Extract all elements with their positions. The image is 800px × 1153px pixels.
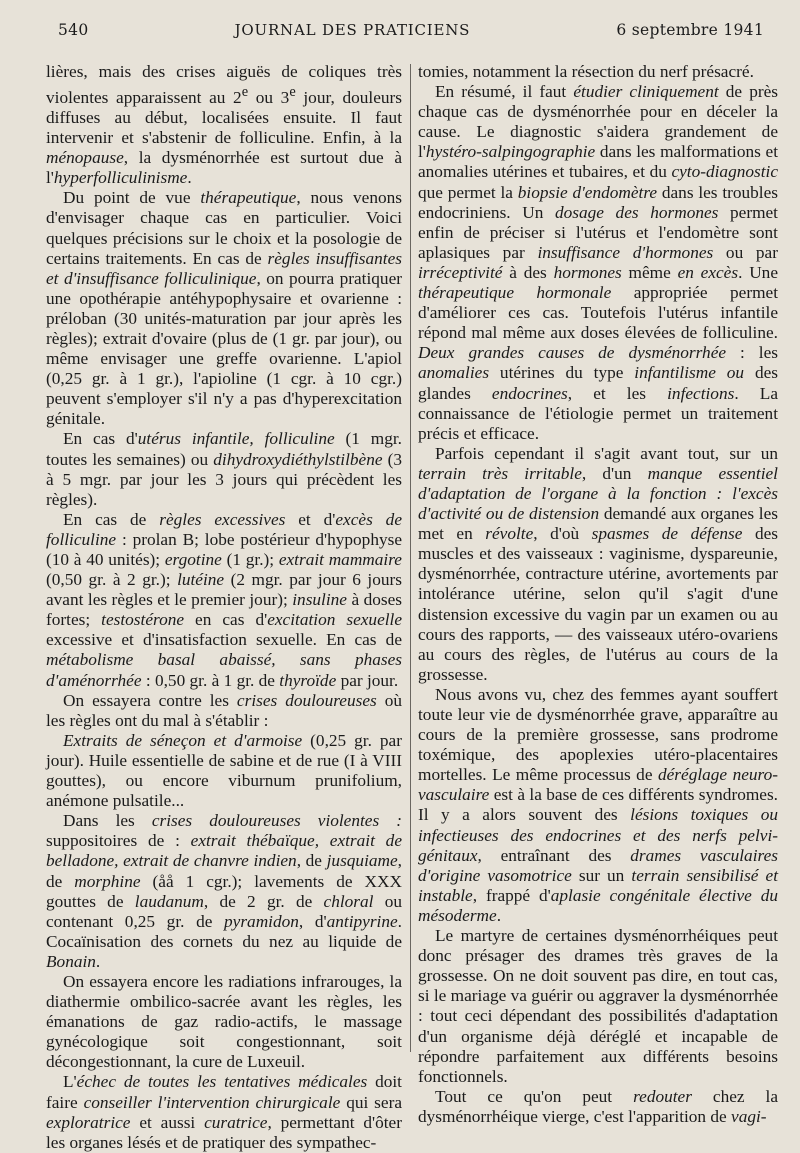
italic-run: thyroïde	[279, 670, 337, 690]
italic-run: jusquiame	[326, 851, 398, 871]
italic-run: irréceptivité	[418, 262, 503, 282]
italic-run: insuline	[292, 590, 347, 610]
italic-run: révolte	[485, 524, 534, 544]
text-run: demandé aux organes les met en	[418, 504, 778, 544]
italic-run: crises douloureuses violentes :	[151, 811, 402, 831]
text-run: , de	[296, 851, 327, 871]
text-run: . Une	[738, 262, 778, 282]
italic-run: redouter	[633, 1086, 692, 1106]
italic-run: biopsie d'endomètre	[517, 182, 658, 202]
italic-run: règles excessives	[159, 509, 286, 529]
text-run: des glandes	[418, 363, 778, 403]
italic-run: cyto-diagnostic	[671, 162, 778, 182]
italic-run: terrain sensibilisé et instable	[418, 865, 778, 905]
text-run: (0,25 gr. par jour). Huile essentielle de sabine et de rue (I à VIII gouttes), ou encore viburnum prunifolium, anémone pulsatile...	[46, 730, 402, 811]
paragraph	[418, 1087, 778, 1127]
text-run: .	[496, 905, 502, 925]
text-run: appropriée permet d'améliorer ces cas. Toutefois l'utérus infantile répond mal même aux doses élevées de folliculine.	[418, 283, 778, 343]
italic-run: règles insuffisantes et d'insuffisance folliculinique	[46, 248, 403, 288]
italic-run: excitation sexuelle	[267, 610, 403, 630]
text-run: En cas de	[63, 509, 160, 529]
text-run: Tout ce qu'on peut	[435, 1086, 634, 1106]
italic-run: infections	[667, 383, 735, 403]
text-run: par jour.	[336, 670, 399, 690]
italic-run: dosage des hormones	[554, 202, 719, 222]
text-run: (3 à 5 mgr. par jour les 3 jours qui précèdent les règles).	[46, 449, 403, 509]
text-run: suppositoires de :	[46, 831, 191, 851]
journal-title: JOURNAL DES PRATICIENS	[234, 21, 471, 39]
text-run: qui sera	[340, 1092, 402, 1112]
text-run: , entraînant des	[477, 845, 631, 865]
text-run: même	[621, 262, 678, 282]
text-run: ou contenant 0,25 gr. de	[46, 891, 403, 931]
italic-run: pyramidon	[224, 911, 299, 931]
italic-run: thérapeutique hormonale	[418, 283, 612, 303]
text-run: , la dysménorrhée est surtout due à l'	[46, 148, 402, 188]
text-run: tomies, notamment la résection du nerf présacré.	[418, 62, 754, 81]
text-run: en cas d'	[184, 610, 268, 630]
italic-run: en excès	[677, 262, 739, 282]
text-run: Le martyre de certaines dysménorrhéiques peut donc présager des drames très graves de la grossesse. On ne doit souvent pas dire, en tout cas, si le mariage va guérir ou aggraver la dysménorrhée : tout ceci dépendant des possibilités d'adaptation d'un organisme déjà déréglé et incapable de répondre parfaitement aux différents besoins fonctionnels.	[418, 926, 778, 1086]
text-run: à des	[502, 262, 554, 282]
right-column	[418, 62, 778, 1127]
italic-run: lésions toxiques ou infectieuses des endocrines et des nerfs pelvi-génitaux	[418, 805, 778, 865]
italic-run: infantilisme ou	[634, 363, 745, 383]
italic-run: aplasie congénitale élective du mésoderme	[418, 885, 778, 925]
text-run: : les	[726, 343, 778, 363]
text-run: (åå 1 cgr.); lavements de XXX gouttes de	[46, 871, 402, 911]
text-run: , d'où	[533, 524, 592, 544]
text-run: dans les malformations et anomalies utérines et tubaires, et du	[418, 142, 778, 182]
italic-run: thérapeutique	[200, 188, 297, 208]
text-run: ou 3	[248, 87, 290, 107]
italic-run: ménopause	[46, 148, 124, 168]
paragraph	[46, 62, 402, 188]
text-run: . Cocaïnisation des cornets du nez au liquide de	[46, 911, 402, 951]
paragraph	[418, 685, 778, 926]
text-run: : 0,50 gr. à 1 gr. de	[141, 670, 280, 690]
text-run: , permettant d'ôter les organes lésés et de pratiquer des sympathec-	[46, 1112, 402, 1152]
italic-run: échec de toutes les tentatives médicales	[76, 1072, 368, 1092]
text-run: .	[95, 951, 101, 971]
italic-run: manque essentiel d'adaptation de l'organe à la fonction : l'excès d'activité ou de distension	[418, 463, 778, 524]
italic-run: déréglage neuro-vasculaire	[418, 765, 778, 805]
text-run: .	[187, 168, 192, 188]
text-run: On essayera encore les radiations infrarouges, la diathermie ombilico-sacrée avant les règles, les émanations de gaz radio-actifs, le massage gynécologique soit congestionnant, soit décongestionnant, la cure de Luxeuil.	[46, 971, 402, 1072]
text-run: et aussi	[130, 1112, 205, 1132]
text-run: doit faire	[46, 1072, 402, 1112]
italic-run: spasmes de défense	[591, 524, 743, 544]
text-run: où les règles ont du mal à s'établir :	[46, 690, 402, 730]
italic-run: conseiller l'intervention chirurgicale	[83, 1092, 341, 1112]
paragraph	[46, 188, 402, 429]
italic-run: chloral	[323, 891, 374, 911]
paragraph	[46, 691, 402, 731]
paragraph	[46, 731, 402, 811]
text-run: , de	[46, 851, 402, 891]
italic-run: vagi-	[731, 1106, 767, 1126]
text-run: dans les troubles endocriniens. Un	[418, 182, 778, 222]
italic-run: laudanum	[134, 891, 204, 911]
text-run: à doses fortes;	[46, 590, 402, 630]
italic-run: morphine	[74, 871, 141, 891]
italic-run: testostérone	[101, 610, 185, 630]
left-column	[46, 62, 402, 1153]
italic-run: hystéro-salpingographie	[425, 142, 596, 162]
italic-run: terrain très irritable	[418, 463, 582, 483]
text-run: Nous avons vu, chez des femmes ayant souffert toute leur vie de dysménorrhée grave, apparaître au cours de la première grossesse, sans prodrome toxémique, des apoplexies utéro-placentaires mortelles. Le même processus de	[418, 684, 778, 785]
text-run: (1 mgr. toutes les semaines) ou	[46, 429, 402, 469]
italic-run: extrait mammaire	[278, 550, 402, 570]
italic-run: curatrice	[204, 1112, 268, 1132]
italic-run: anomalies	[418, 363, 490, 383]
italic-run: excès de folliculine	[46, 509, 402, 549]
text-run: L'	[63, 1072, 77, 1092]
paragraph	[418, 444, 778, 685]
text-run: , et les	[567, 383, 668, 403]
text-run: (2 mgr. par jour 6 jours avant les règles et le premier jour);	[46, 570, 402, 610]
text-run: des muscles et des vaisseaux : vaginisme, dyspareunie, dysménorrhée, contracture utérine, avortements par intolérance utérine, selon qu'il s'agit d'une distension excessive du vagin par un examen ou au cours des rapports, — des vaisseaux utéro-ovariens au cours des règles, de l'utérus au cours de la grossesse.	[418, 524, 778, 684]
text-run: , d'	[298, 911, 327, 931]
text-run: , nous venons d'envisager chaque cas en particulier. Voici quelques précisions sur le choix et la posologie de certains traitements. En cas de	[46, 188, 402, 268]
paragraph	[418, 926, 778, 1087]
paragraph	[418, 62, 778, 82]
issue-date: 6 septembre 1941	[616, 21, 764, 39]
text-run: lières, mais des crises aiguës de coliques très violentes apparaissent au 2	[46, 62, 402, 107]
text-run: : prolan B; lobe postérieur d'hypophyse (10 à 40 unités);	[46, 529, 402, 570]
paragraph	[46, 429, 402, 509]
text-run: , on pourra pratiquer une opothérapie antéhypophysaire et ovarienne : préloban (30 unités-maturation par jour après les règles); extrait d'ovaire (plus de (1 gr. par jour), ou même envisager une greffe ovarienne. L'apiol (0,25 gr. à 1 gr.), l'apioline (1 cgr. à 10 cgr.) peuvent s'employer s'il n'y a pas d'hyperexcitation génitale.	[46, 268, 402, 429]
paragraph	[46, 811, 402, 972]
italic-run: Extraits de séneçon et d'armoise	[63, 730, 303, 750]
italic-run: drames vasculaires d'origine vasomotrice	[418, 845, 778, 885]
paragraph	[46, 510, 402, 691]
paragraph	[418, 82, 778, 444]
italic-run: dihydroxydiéthylstilbène	[213, 449, 383, 469]
text-run: de près chaque cas de dysménorrhée pour en déceler la cause. Le diagnostic s'aidera grandement de l'	[418, 82, 778, 162]
text-run: En résumé, il faut	[435, 82, 574, 102]
italic-run: métabolisme basal abaissé, sans phases d'aménorrhée	[46, 650, 402, 690]
italic-run: endocrines	[491, 383, 568, 403]
text-run: , frappé d'	[472, 885, 551, 905]
text-run: jour, douleurs diffuses au début, localisées ensuite. Il faut intervenir et s'abstenir de folliculine. Enfin, à la	[46, 87, 403, 148]
text-run: . La connaissance de l'étiologie permet un traitement précis et efficace.	[418, 383, 779, 443]
paragraph	[46, 1072, 402, 1152]
text-run: sur un	[571, 865, 632, 885]
italic-run: Deux grandes causes de dysménorrhée	[418, 343, 727, 363]
text-run: (0,50 gr. à 2 gr.);	[46, 570, 178, 590]
italic-run: ergotine	[164, 550, 222, 570]
text-run: (1 gr.);	[221, 550, 279, 570]
page-number: 540	[58, 21, 89, 39]
text-run: En cas d'	[63, 429, 138, 449]
superscript: e	[289, 84, 296, 101]
text-run: On essayera contre les	[63, 690, 237, 710]
text-run: chez la dysménorrhéique vierge, c'est l'apparition de	[418, 1086, 779, 1126]
italic-run: exploratrice	[46, 1112, 131, 1132]
text-run: Du point de vue	[63, 188, 201, 208]
superscript: e	[241, 84, 249, 101]
italic-run: Bonain	[46, 951, 96, 971]
italic-run: hormones	[553, 262, 622, 282]
italic-run: étudier cliniquement	[573, 82, 719, 102]
italic-run: hyperfolliculinisme	[53, 168, 188, 188]
italic-run: crises douloureuses	[236, 690, 377, 710]
text-run: permet enfin de préciser si l'utérus et l'endomètre sont aplasiques par	[418, 202, 778, 262]
italic-run: utérus infantile, folliculine	[137, 429, 335, 449]
paragraph	[46, 972, 402, 1072]
italic-run: antipyrine	[326, 911, 398, 931]
italic-run: insuffisance d'hormones	[537, 242, 714, 262]
column-divider	[410, 64, 411, 1052]
page-header	[58, 18, 764, 42]
italic-run: extrait thébaïque, extrait de belladone, extrait de chanvre indien	[46, 831, 402, 871]
text-run: excessive et d'insatisfaction sexuelle. En cas de	[46, 630, 402, 650]
text-run: , d'un	[581, 463, 648, 483]
text-run: Parfois cependant il s'agit avant tout, sur un	[435, 443, 778, 463]
text-run: Dans les	[63, 811, 152, 831]
text-run: que permet la	[418, 182, 518, 202]
text-run: ou par	[713, 242, 778, 262]
italic-run: lutéine	[177, 570, 225, 590]
text-run: et d'	[285, 509, 336, 529]
text-run: utérines du type	[489, 363, 635, 383]
text-run: , de 2 gr. de	[203, 891, 324, 911]
text-run: est à la base de ces différents syndromes. Il y a alors souvent des	[418, 785, 778, 825]
